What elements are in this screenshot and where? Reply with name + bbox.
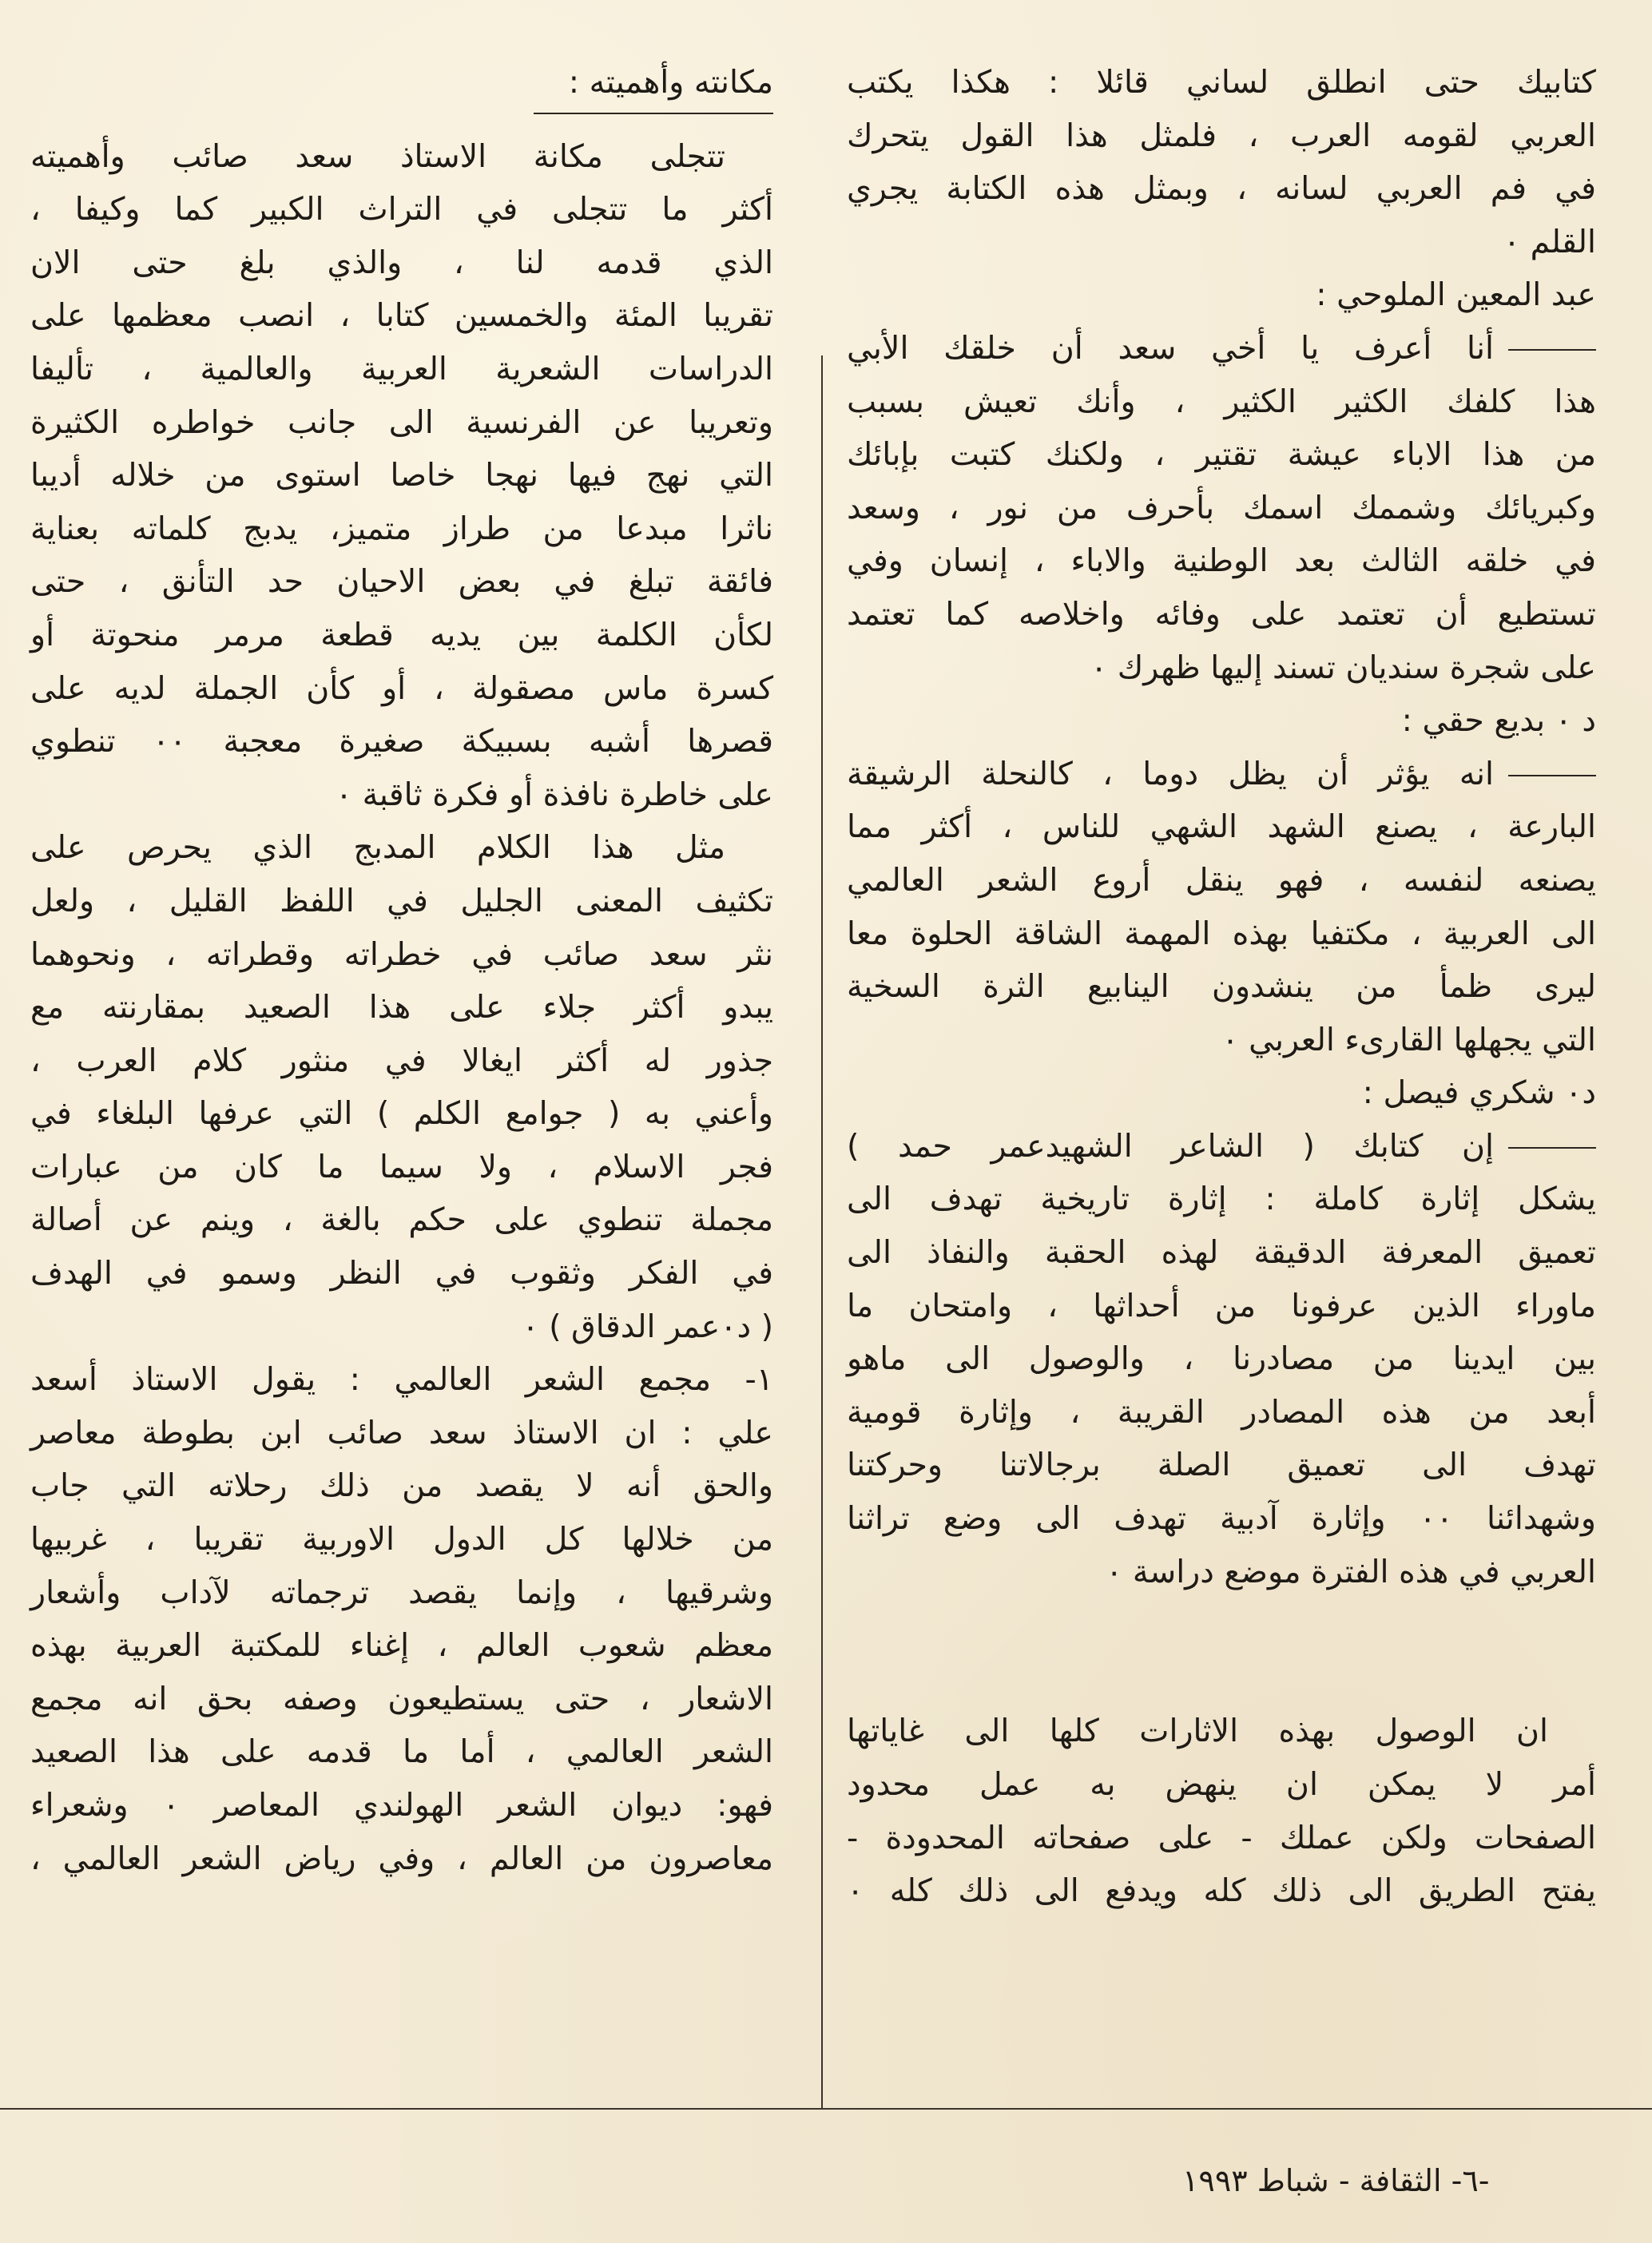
text-line: مجملة تنطوي على حكم بالغة ، وينم عن أصالة — [30, 1201, 773, 1239]
spacer — [847, 1652, 1596, 1705]
left-column — [30, 56, 773, 1885]
text-line: تعميق المعرفة الدقيقة لهذه الحقبة والنفاذ الى — [847, 1234, 1596, 1272]
text-line: يصنعه لنفسه ، فهو ينقل أروع الشعر العالمي — [847, 861, 1596, 899]
text-line: الصفحات ولكن عملك - على صفحاته المحدودة - — [847, 1819, 1596, 1856]
intro-paragraph — [847, 56, 1596, 268]
text-line: كتابيك حتى انطلق لساني قائلا : هكذا يكتب — [847, 64, 1596, 101]
text-line: الشعر العالمي ، أما ما قدمه على هذا الصعيد — [30, 1733, 773, 1771]
heading-underline — [534, 113, 773, 114]
text-line: جذور له أكثر ايغالا في منثور كلام العرب ، — [30, 1042, 773, 1079]
text-line: يبدو أكثر جلاء على هذا الصعيد بمقارنته مع — [30, 989, 773, 1026]
text-line: مثل هذا الكلام المدبج الذي يحرص على — [30, 829, 725, 867]
text-line: يشكل إثارة كاملة : إثارة تاريخية تهدف الى — [847, 1181, 1596, 1218]
text-line: العربي في هذه الفترة موضع دراسة ٠ — [1106, 1553, 1596, 1590]
text-line: معظم شعوب العالم ، إغناء للمكتبة العربية بهذه — [30, 1627, 773, 1665]
footer-rule — [0, 2108, 1652, 2110]
text-line: القلم ٠ — [1503, 223, 1596, 260]
text-line: وكبريائك وشممك اسمك بأحرف من نور ، وسعد — [847, 489, 1596, 526]
text-line: والحق أنه لا يقصد من ذلك رحلاته التي جاب — [30, 1467, 773, 1505]
column-divider — [821, 355, 823, 2109]
text-line: لكأن الكلمة بين يديه قطعة مرمر منحوتة أو — [30, 616, 773, 653]
text-line: وشرقيها ، وإنما يقصد ترجماته لآداب وأشعار — [30, 1574, 773, 1611]
text-line: وتعريبا عن الفرنسية الى جانب خواطره الكثيرة — [30, 403, 773, 441]
text-line: بين ايدينا من مصادرنا ، والوصول الى ماهو — [847, 1340, 1596, 1378]
spacer — [847, 1598, 1596, 1652]
text-line: من هذا الاباء عيشة تقتير ، ولكنك كتبت بإبائك — [847, 436, 1596, 474]
text-line: ان الوصول بهذه الاثارات كلها الى غاياتها — [847, 1713, 1548, 1750]
text-line: ١- مجمع الشعر العالمي : يقول الاستاذ أسعد — [30, 1361, 773, 1399]
text-line: معاصرون من العالم ، وفي رياض الشعر العالمي ، — [30, 1840, 773, 1877]
text-line: ناثرا مبدعا من طراز متميز، يدبج كلماته بعناية — [30, 510, 773, 547]
text-line: على شجرة سنديان تسند إليها ظهرك ٠ — [1090, 649, 1596, 686]
text-line: يفتح الطريق الى ذلك كله ويدفع الى ذلك كله ٠ — [847, 1872, 1596, 1910]
text-line: أكثر ما تتجلى في التراث الكبير كما وكيفا ، — [30, 191, 773, 228]
quote-paragraph — [847, 1120, 1596, 1598]
body-paragraph — [30, 1353, 773, 1885]
text-line: في الفكر وثقوب في النظر وسمو في الهدف — [30, 1255, 773, 1292]
text-line: الذي قدمه لنا ، والذي بلغ حتى الان — [30, 244, 773, 281]
text-line: هذا كلفك الكثير الكثير ، وأنك تعيش بسبب — [847, 383, 1596, 420]
body-paragraph — [30, 130, 773, 822]
text-line: في فم العربي لسانه ، وبمثل هذه الكتابة يجري — [847, 170, 1596, 208]
text-line: أمر لا يمكن ان ينهض به عمل محدود — [847, 1766, 1596, 1803]
closing-paragraph — [847, 1705, 1596, 1917]
text-line: التي نهج فيها نهجا خاصا استوى من خلاله أديبا — [30, 457, 773, 494]
text-line: وشهدائنا ٠٠ وإثارة آدبية تهدف الى وضع تراثنا — [847, 1500, 1596, 1538]
text-line: ( د٠عمر الدقاق ) ٠ — [522, 1308, 773, 1345]
text-line: فائقة تبلغ في بعض الاحيان حد التأنق ، حتى — [30, 563, 773, 601]
text-line: ماوراء الذين عرفونا من أحداثها ، وامتحان ما — [847, 1287, 1596, 1324]
text-line: تهدف الى تعميق الصلة برجالاتنا وحركتنا — [847, 1447, 1596, 1484]
text-line: أنا أعرف يا أخي سعد أن خلقك الأبي — [847, 322, 1596, 375]
text-line: كسرة ماس مصقولة ، أو كأن الجملة لديه على — [30, 669, 773, 707]
text-line: أبعد من هذه المصادر القريبة ، وإثارة قومية — [847, 1393, 1596, 1431]
text-line: التي يجهلها القارىء العربي ٠ — [1221, 1021, 1596, 1058]
quote-paragraph — [847, 748, 1596, 1067]
text-line: تكثيف المعنى الجليل في اللفظ القليل ، ولعل — [30, 882, 773, 919]
text-line: فهو: ديوان الشعر الهولندي المعاصر ٠ وشعراء — [30, 1787, 773, 1824]
text-line: نثر سعد صائب في خطراته وقطراته ، ونحوهما — [30, 935, 773, 973]
section-heading: مكانته وأهميته : — [568, 64, 773, 101]
body-paragraph — [30, 821, 773, 1353]
page-footer: -٦- الثقافة - شباط ١٩٩٣ — [1182, 2163, 1490, 2198]
text-line: العربي لقومه العرب ، فلمثل هذا القول يتحرك — [847, 117, 1596, 154]
text-line: فجر الاسلام ، ولا سيما ما كان من عبارات — [30, 1148, 773, 1185]
text-line: الى العربية ، مكتفيا بهذه المهمة الشاقة الحلوة معا — [847, 915, 1596, 952]
text-line: قصرها أشبه بسبيكة صغيرة معجبة ٠٠ تنطوي — [30, 723, 773, 760]
speaker-name: د٠ شكري فيصل : — [1362, 1074, 1596, 1112]
text-line: علي : ان الاستاذ سعد صائب ابن بطوطة معاصر — [30, 1414, 773, 1451]
dash-rule — [1508, 775, 1596, 776]
text-line: على خاطرة نافذة أو فكرة ثاقبة ٠ — [335, 776, 773, 813]
dash-rule — [1508, 349, 1596, 351]
text-line: تستطيع أن تعتمد على وفائه واخلاصه كما تعتمد — [847, 595, 1596, 633]
quote-paragraph — [847, 322, 1596, 694]
text-line: ليرى ظمأ من ينشدون الينابيع الثرة السخية — [847, 968, 1596, 1006]
text-line: إن كتابك ( الشاعر الشهيدعمر حمد ) — [847, 1120, 1596, 1173]
right-column — [847, 56, 1596, 1918]
dash-rule — [1508, 1147, 1596, 1149]
text-line: الدراسات الشعرية العربية والعالمية ، تأليفا — [30, 350, 773, 387]
text-line: في خلقه الثالث بعد الوطنية والاباء ، إنسان وفي — [847, 542, 1596, 580]
text-line: انه يؤثر أن يظل دوما ، كالنحلة الرشيقة — [847, 748, 1596, 801]
text-line: تقريبا المئة والخمسين كتابا ، انصب معظمها على — [30, 297, 773, 335]
speaker-name: عبد المعين الملوحي : — [1316, 276, 1596, 314]
text-line: تتجلى مكانة الاستاذ سعد صائب وأهميته — [30, 137, 725, 175]
text-line: من خلالها كل الدول الاوربية تقريبا ، غربيها — [30, 1521, 773, 1558]
text-line: الاشعار ، حتى يستطيعون وصفه بحق انه مجمع — [30, 1680, 773, 1717]
text-line: وأعني به ( جوامع الكلم ) التي عرفها البلغاء في — [30, 1095, 773, 1133]
text-line: البارعة ، يصنع الشهد الشهي للناس ، أكثر مما — [847, 808, 1596, 846]
speaker-name: د ٠ بديع حقي : — [1401, 702, 1596, 740]
